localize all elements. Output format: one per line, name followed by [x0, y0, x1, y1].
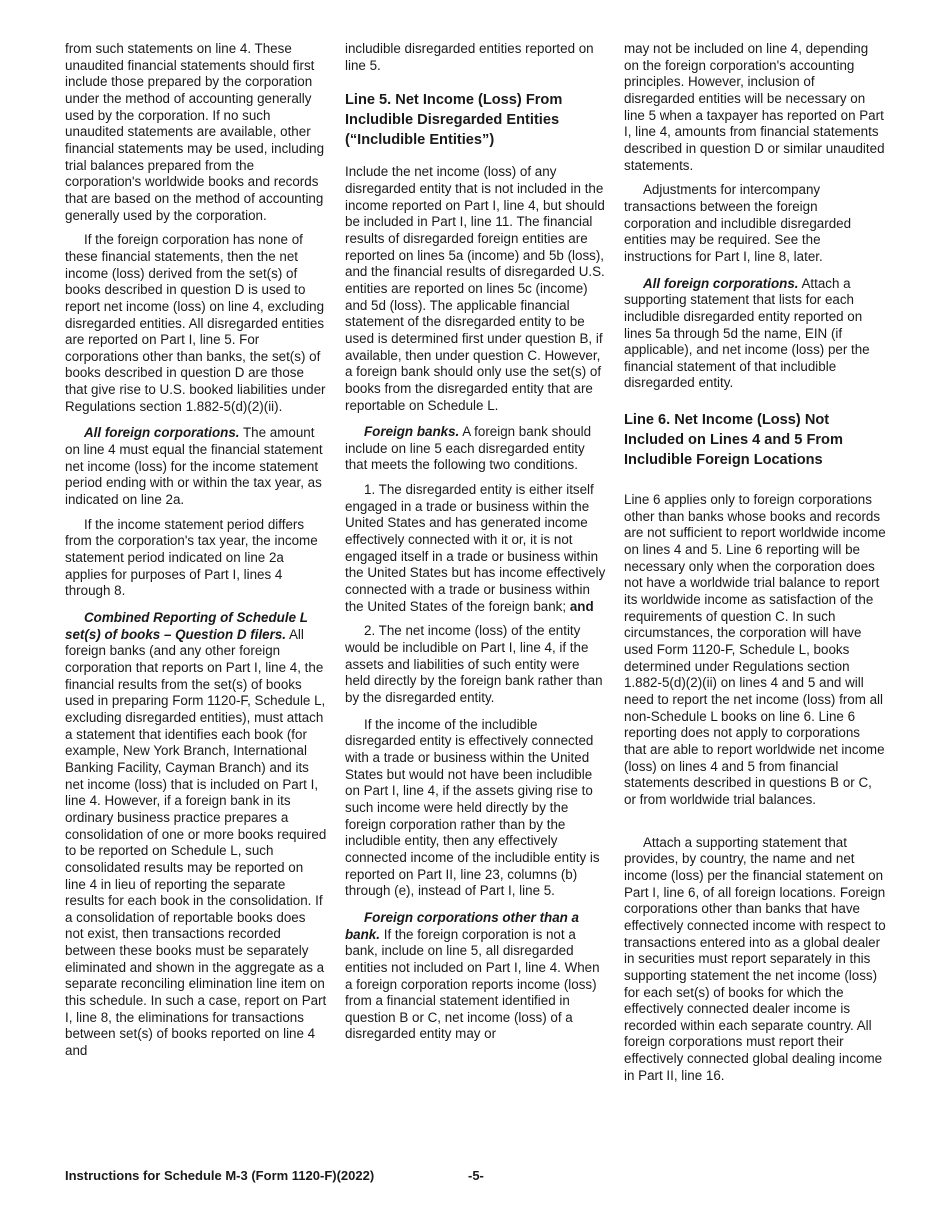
run-in-heading: Foreign banks. — [364, 424, 460, 440]
list-item-conjunction: and — [569, 598, 594, 614]
paragraph-text: Attach a supporting statement that lists for each includible disregarded entity reported on lines 5a through 5d the name, EIN (if applicable), and net income (loss) per the financial statement of that includible disregarded entity. — [624, 275, 870, 391]
paragraph — [345, 910, 607, 1043]
column-1 — [65, 41, 327, 1060]
paragraph — [624, 276, 886, 393]
paragraph: If the income of the includible disregarded entity is effectively connected with a trade or business within the United States but would not have been includible on Part I, line 4, if the assets giving rise to such income were held directly by the foreign corporation rather than by the includible entity, then any effectively connected income of the includible entity is reported on Part II, line 23, columns (b) through (e), instead of Part I, line 5. — [345, 716, 600, 899]
paragraph: may not be included on line 4, depending on the foreign corporation's accounting principles. However, inclusion of disregarded entities will be necessary on line 5 when a taxpayer has reported on Part I, line 4, amounts from financial statements described in question D or similar unaudited statements. — [624, 41, 885, 173]
paragraph-text: All foreign banks (and any other foreign corporation that reports on Part I, line 4, the financial results from the set(s) of books used in preparing Form 1120-F, Schedule L, excluding disregarded entities), must attach a statement that identifies each book (for example, New York Branch, International Banking Facility, Cayman Branch) and its net income (loss) that is included on Part I, line 4. However, if a foreign bank in its ordinary business practice prepares a consolidation of one or more books required to be reported on Schedule L, such consolidated results may be reported on line 4 in lieu of reporting the separate results for each book in the consolidation. If a consolidation of reportable books does not exist, then transactions recorded between these books must be separately eliminated and shown in the aggregate as a separate reconciling elimination line item on this schedule. In such a case, report on Part I, line 8, the eliminations for transactions between set(s) of books reported on line 4 and — [65, 626, 327, 1059]
run-in-heading: All foreign corporations. — [643, 275, 799, 291]
paragraph: Attach a supporting statement that provides, by country, the name and net income (loss) per the financial statement on Part I, line 6, of all foreign locations. Foreign corporations other than banks that have effectively connected income with respect to transactions entered into as a global dealer in securities must report separately in this supporting statement the net income (loss) for each set(s) of books for which the effectively connected dealer income is recorded within each separate country. All foreign corporations must report their effectively connected global dealing income in Part II, line 16. — [624, 834, 886, 1083]
footer-title: Instructions for Schedule M-3 (Form 1120-F)(2022) — [65, 1168, 375, 1183]
page-number: -5- — [468, 1168, 484, 1183]
paragraph: Adjustments for intercompany transactions between the foreign corporation and includible disregarded entities may be required. See the instructions for Part I, line 8, later. — [624, 182, 852, 264]
paragraph — [65, 610, 327, 1060]
paragraph: Include the net income (loss) of any disregarded entity that is not included in the income reported on Part I, line 4, but should be included in Part I, line 11. The financial results of disregarded foreign entities are reported on lines 5a (income) and 5b (loss), and the financial results of disregarded U.S. entities are reported on lines 5c (income) and 5d (loss). The applicable financial statement of the disregarded entity to be used is determined first under question B, if available, then under question C. However, a foreign bank should only use the set(s) of books from the disregarded entity that are reportable on Schedule L. — [345, 164, 605, 413]
run-in-heading: Combined Reporting of Schedule L set(s) of books – Question D filers. — [65, 610, 308, 642]
paragraph: If the income statement period differs from the corporation's tax year, the income statement period indicated on line 2a applies for purposes of Part I, lines 4 through 8. — [65, 516, 318, 599]
list-item: 2. The net income (loss) of the entity would be includible on Part I, line 4, if the assets and liabilities of such entity were held directly by the foreign bank rather than by the disregarded entity. — [345, 623, 603, 705]
run-in-heading: Foreign corporations other than a bank. — [345, 909, 580, 942]
run-in-heading: All foreign corporations. — [84, 425, 240, 441]
paragraph-text: If the foreign corporation is not a bank, include on line 5, all disregarded entities not included on Part I, line 4. When a foreign corporation reports income (loss) from a financial statement identified in question B or C, net income (loss) of a disregarded entity may or — [345, 926, 600, 1042]
paragraph: If the foreign corporation has none of these financial statements, then the net income (loss) derived from the set(s) of books described in question D is used to report net income (loss) on line 4, excluding disregarded entities. All disregarded entities are reported on Part I, line 5. For corporations other than banks, the set(s) of books described in question D are those that give rise to U.S. booked liabilities under Regulations section 1.882-5(d)(2)(ii). — [65, 232, 326, 414]
section-heading: Line 6. Net Income (Loss) Not Included on Lines 4 and 5 From Includible Foreign Locations — [624, 412, 843, 469]
column-2 — [345, 41, 607, 1043]
paragraph-text: The amount on line 4 must equal the financial statement net income (loss) for the income statement period ending with or within the tax year, as indicated on line 2a. — [65, 425, 323, 508]
column-3 — [624, 41, 886, 1084]
paragraph: Line 6 applies only to foreign corporations other than banks whose books and records are not sufficient to report worldwide income on lines 4 and 5. Line 6 reporting will be necessary only when the corporation does not have a worldwide trial balance to report its worldwide income as satisfaction of the requirements of question C. In such circumstances, the corporation will have used Form 1120-F, Schedule L, books determined under Regulations section 1.882-5(d)(2)(ii) on lines 4 and 5 and will need to report the net income (loss) from all non-Schedule L books on line 6. Line 6 reporting does not apply to corporations that are able to report worldwide net income (loss) on lines 4 and 5 from financial statements described in questions B or C, or from worldwide trial balances. — [624, 492, 886, 807]
paragraph-text: A foreign bank should include on line 5 each disregarded entity that meets the following two conditions. — [345, 424, 592, 473]
paragraph — [65, 425, 327, 508]
section-heading: Line 5. Net Income (Loss) From Includible Disregarded Entities (“Includible Entities”) — [345, 92, 563, 149]
list-item-text: 1. The disregarded entity is either itself engaged in a trade or business within the United States and has generated income effectively connected with it or, it is not engaged itself in a trade or business within the United States but has income effectively connected with a trade or business within the United States of the foreign bank; — [345, 482, 606, 614]
paragraph: from such statements on line 4. These unaudited financial statements should first include those prepared by the corporation under the method of accounting generally used by the corporation. If no such unaudited statements are available, other financial statements may be used, including trial balances prepared from the corporation's worldwide books and records that are based on the method of accounting generally used by the corporation. — [65, 41, 325, 223]
paragraph: includible disregarded entities reported on line 5. — [345, 41, 594, 73]
paragraph — [345, 424, 607, 474]
list-item — [345, 482, 607, 615]
